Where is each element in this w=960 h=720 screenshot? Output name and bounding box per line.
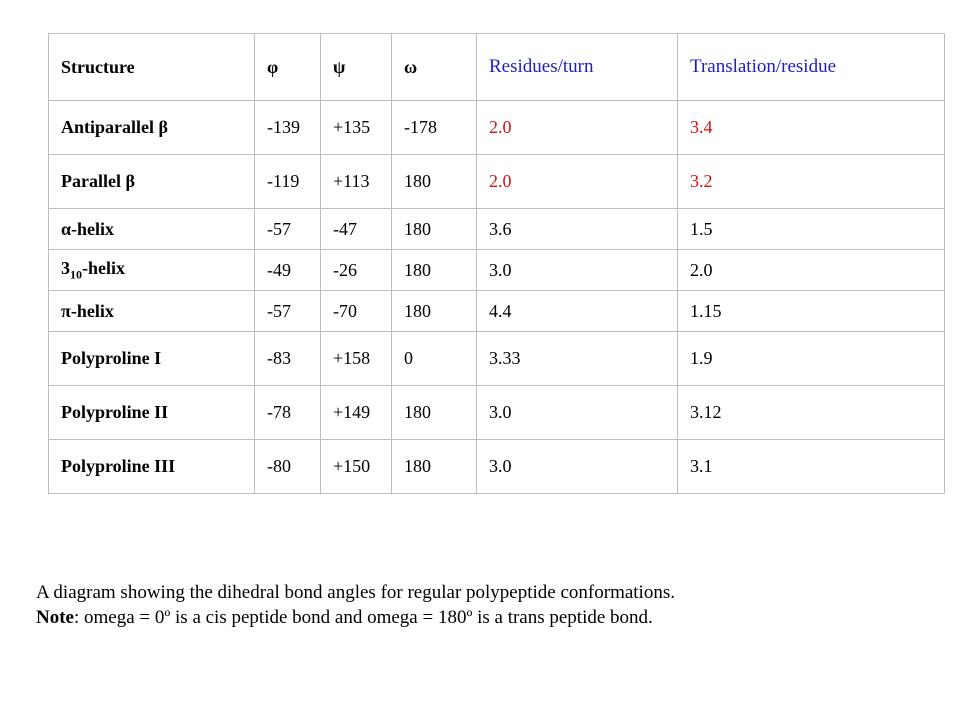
structure-symbol: β <box>158 117 168 137</box>
caption-line-2 <box>36 605 675 630</box>
phi-cell: -57 <box>255 209 321 250</box>
phi-cell: -78 <box>255 386 321 440</box>
structure-cell <box>49 101 255 155</box>
omega-cell: 180 <box>392 155 477 209</box>
structure-cell <box>49 291 255 332</box>
residues-per-turn-cell: 3.0 <box>477 386 678 440</box>
structure-symbol: π <box>61 300 71 321</box>
residues-per-turn-cell: 3.0 <box>477 250 678 291</box>
table-row <box>49 440 945 494</box>
translation-cell: 3.12 <box>678 386 945 440</box>
residues-per-turn-cell: 3.0 <box>477 440 678 494</box>
header-residues-per-turn: Residues/turn <box>477 34 678 101</box>
residues-per-turn-cell: 3.6 <box>477 209 678 250</box>
table-row <box>49 155 945 209</box>
omega-cell: -178 <box>392 101 477 155</box>
translation-cell: 1.15 <box>678 291 945 332</box>
structure-name: -helix <box>70 300 114 321</box>
header-psi: ψ <box>321 34 392 101</box>
phi-cell: -139 <box>255 101 321 155</box>
structure-symbol: α <box>61 218 72 239</box>
phi-cell: -80 <box>255 440 321 494</box>
residues-per-turn-cell: 4.4 <box>477 291 678 332</box>
phi-cell: -57 <box>255 291 321 332</box>
structure-cell: Polyproline III <box>49 440 255 494</box>
phi-cell: -119 <box>255 155 321 209</box>
residues-per-turn-cell: 3.33 <box>477 332 678 386</box>
structure-cell <box>49 155 255 209</box>
omega-cell: 180 <box>392 386 477 440</box>
translation-cell: 3.4 <box>678 101 945 155</box>
structure-cell: Polyproline II <box>49 386 255 440</box>
translation-cell: 3.1 <box>678 440 945 494</box>
header-row <box>49 34 945 101</box>
structure-cell <box>49 250 255 291</box>
psi-cell: -70 <box>321 291 392 332</box>
header-structure: Structure <box>49 34 255 101</box>
residues-per-turn-cell: 2.0 <box>477 155 678 209</box>
translation-cell: 1.9 <box>678 332 945 386</box>
table-row <box>49 332 945 386</box>
structure-subscript: 10 <box>70 267 82 282</box>
psi-cell: -47 <box>321 209 392 250</box>
omega-cell: 180 <box>392 291 477 332</box>
structure-name: Antiparallel <box>61 117 159 137</box>
omega-cell: 180 <box>392 250 477 291</box>
residues-per-turn-cell: 2.0 <box>477 101 678 155</box>
omega-cell: 180 <box>392 440 477 494</box>
structure-cell <box>49 209 255 250</box>
dihedral-angle-table <box>48 33 945 494</box>
psi-cell: -26 <box>321 250 392 291</box>
note-label: Note <box>36 607 74 628</box>
omega-cell: 180 <box>392 209 477 250</box>
header-translation-per-residue: Translation/residue <box>678 34 945 101</box>
psi-cell: +150 <box>321 440 392 494</box>
structure-symbol: β <box>125 171 135 191</box>
translation-cell: 3.2 <box>678 155 945 209</box>
header-omega: ω <box>392 34 477 101</box>
structure-cell: Polyproline I <box>49 332 255 386</box>
psi-cell: +113 <box>321 155 392 209</box>
table-row <box>49 101 945 155</box>
structure-name: -helix <box>82 257 125 278</box>
caption-line-1: A diagram showing the dihedral bond angles for regular polypeptide conformations. <box>36 582 675 603</box>
translation-cell: 1.5 <box>678 209 945 250</box>
psi-cell: +158 <box>321 332 392 386</box>
structure-name: -helix <box>71 218 115 239</box>
structure-name: Parallel <box>61 171 126 191</box>
psi-cell: +149 <box>321 386 392 440</box>
note-text: : omega = 0º is a cis peptide bond and omega = 180º is a trans peptide bond. <box>73 607 653 628</box>
table-row <box>49 386 945 440</box>
phi-cell: -83 <box>255 332 321 386</box>
caption <box>36 580 675 630</box>
structure-base: 3 <box>61 257 70 278</box>
translation-cell: 2.0 <box>678 250 945 291</box>
phi-cell: -49 <box>255 250 321 291</box>
psi-cell: +135 <box>321 101 392 155</box>
header-phi: φ <box>255 34 321 101</box>
table-row <box>49 209 945 250</box>
table-row <box>49 250 945 291</box>
table-row <box>49 291 945 332</box>
omega-cell: 0 <box>392 332 477 386</box>
